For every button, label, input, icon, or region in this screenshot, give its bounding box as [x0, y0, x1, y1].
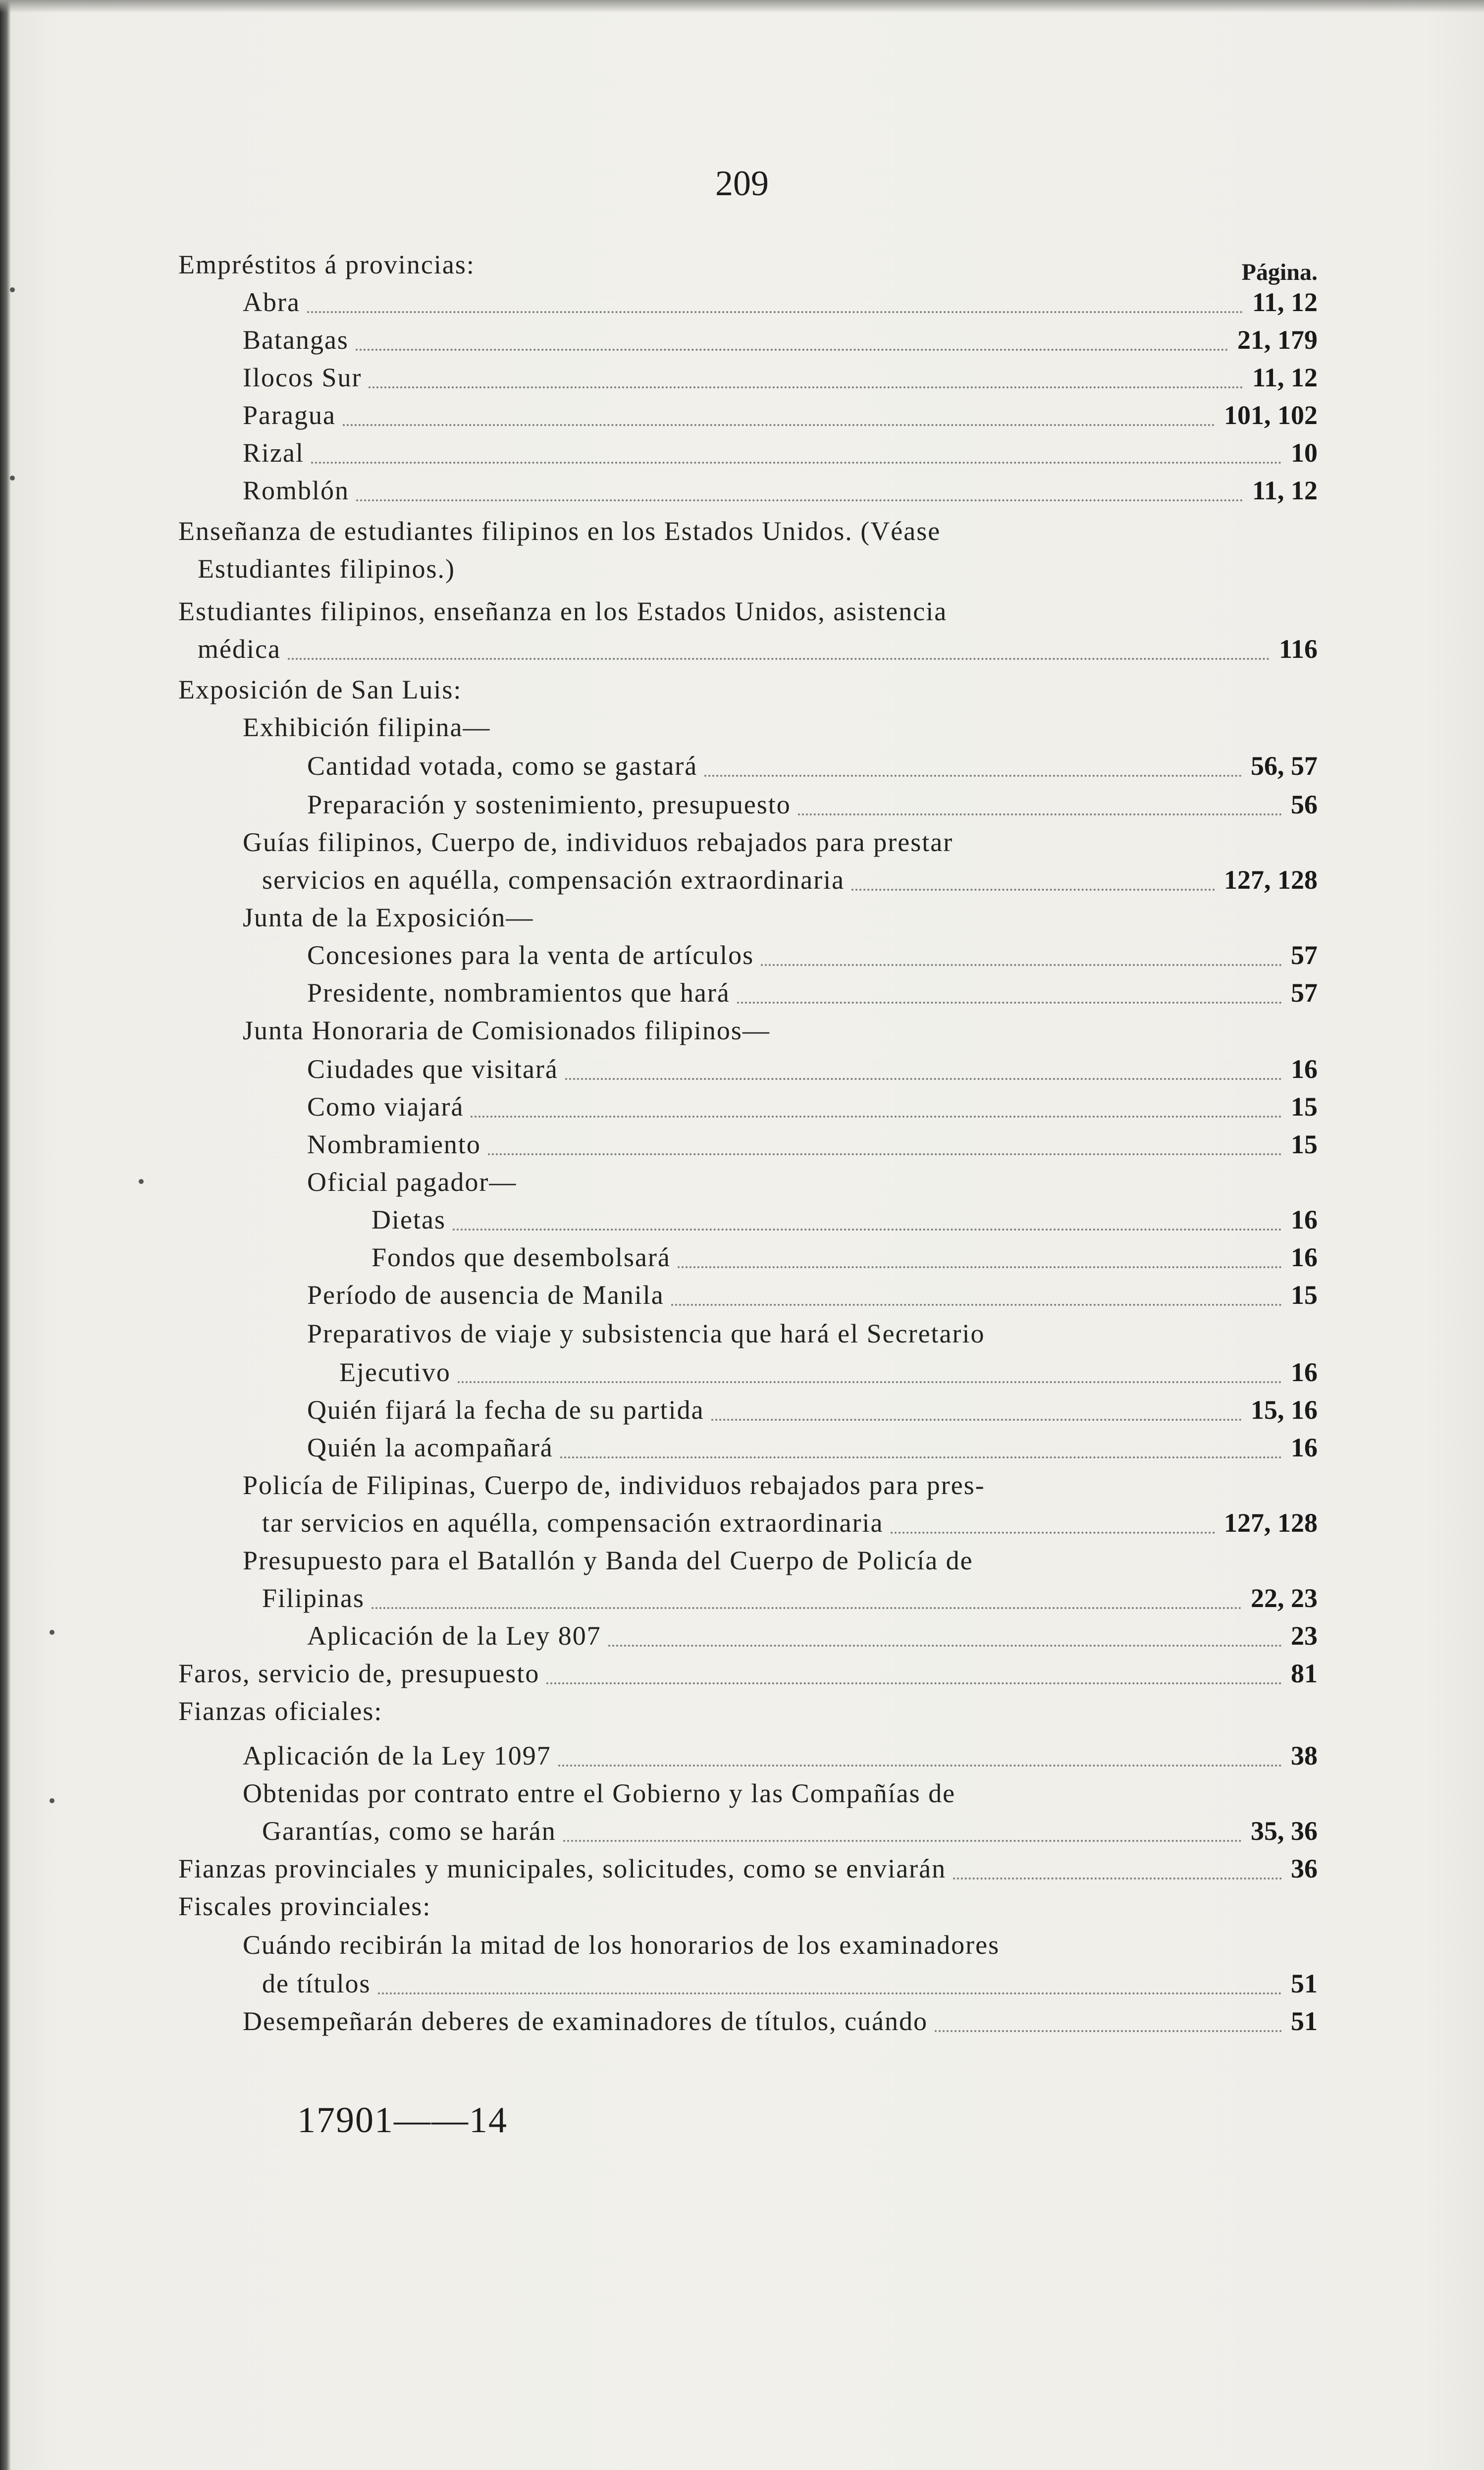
scan-speck: [139, 1179, 144, 1184]
entry-page-number: 35, 36: [1251, 1816, 1318, 1846]
dot-leader: [371, 1607, 1242, 1609]
entry-page-number: 23: [1291, 1621, 1318, 1651]
entry-text: Ilocos Sur: [243, 363, 362, 392]
entry-text: tar servicios en aquélla, compensación extraordinaria: [262, 1508, 884, 1538]
entry-text: Aplicación de la Ley 1097: [243, 1741, 551, 1771]
entry-text: Estudiantes filipinos, enseñanza en los Estados Unidos, asistencia: [178, 596, 948, 626]
dot-leader: [307, 311, 1243, 313]
dot-leader: [565, 1078, 1282, 1080]
entry-page-number: 15: [1291, 1129, 1318, 1159]
dot-leader: [761, 964, 1282, 966]
dot-leader: [558, 1765, 1282, 1767]
dot-leader: [369, 386, 1243, 388]
entry-text: Filipinas: [262, 1583, 365, 1613]
entry-text: Preparación y sostenimiento, presupuesto: [307, 790, 791, 819]
entry-text: Abra: [243, 287, 300, 317]
entry-page-number: 56, 57: [1251, 751, 1318, 781]
entry-text: Oficial pagador—: [307, 1167, 517, 1197]
entry-page-number: 11, 12: [1252, 363, 1318, 392]
entry-text: Fiscales provinciales:: [178, 1891, 431, 1921]
entry-text: Ciudades que visitará: [307, 1054, 558, 1084]
entry-page-number: 127, 128: [1224, 865, 1318, 895]
entry-text: Obtenidas por contrato entre el Gobierno y las Compañías de: [243, 1778, 956, 1808]
entry-text: médica: [198, 634, 281, 664]
dot-leader: [546, 1682, 1282, 1684]
entry-page-number: 16: [1291, 1054, 1318, 1084]
entry-text: Quién fijará la fecha de su partida: [307, 1395, 704, 1425]
entry-text: Romblón: [243, 476, 350, 505]
entry-text: Exhibición filipina—: [243, 712, 491, 742]
entry-text: Batangas: [243, 325, 349, 355]
page-number: 209: [715, 163, 769, 203]
entry-page-number: 15, 16: [1251, 1395, 1318, 1425]
dot-leader: [953, 1878, 1282, 1879]
entry-text: Empréstitos á provincias:: [178, 250, 475, 279]
entry-text: Ejecutivo: [339, 1357, 451, 1387]
entry-text: Presupuesto para el Batallón y Banda del Cuerpo de Policía de: [243, 1546, 973, 1575]
dot-leader: [560, 1456, 1282, 1458]
entry-text: Junta de la Exposición—: [243, 903, 534, 932]
dot-leader: [704, 775, 1242, 777]
dot-leader: [851, 889, 1215, 891]
entry-page-number: 81: [1291, 1659, 1318, 1688]
entry-text: Quién la acompañará: [307, 1433, 553, 1462]
entry-page-number: 15: [1291, 1092, 1318, 1122]
entry-text: Nombramiento: [307, 1129, 481, 1159]
entry-text: Fianzas oficiales:: [178, 1696, 383, 1726]
entry-text: Preparativos de viaje y subsistencia que hará el Secretario: [307, 1319, 985, 1348]
entry-text: servicios en aquélla, compensación extraordinaria: [262, 865, 845, 895]
entry-text: Fianzas provinciales y municipales, solicitudes, como se enviarán: [178, 1854, 947, 1883]
entry-page-number: 116: [1278, 634, 1318, 664]
entry-page-number: 11, 12: [1252, 476, 1318, 505]
dot-leader: [608, 1645, 1282, 1647]
scan-speck: [50, 1798, 54, 1803]
entry-page-number: 38: [1291, 1741, 1318, 1771]
dot-leader: [471, 1116, 1282, 1118]
dot-leader: [935, 2030, 1282, 2032]
entry-page-number: 36: [1291, 1854, 1318, 1883]
dot-leader: [288, 658, 1270, 660]
scan-speck: [10, 476, 15, 481]
entry-text: Rizal: [243, 438, 304, 468]
entry-text: Paragua: [243, 400, 336, 430]
entry-page-number: 21, 179: [1237, 325, 1318, 355]
entry-text: Como viajará: [307, 1092, 464, 1122]
signature-footer: 17901——14: [297, 2100, 508, 2141]
dot-leader: [311, 462, 1282, 464]
entry-page-number: 16: [1291, 1357, 1318, 1387]
dot-leader: [891, 1532, 1215, 1534]
entry-text: Período de ausencia de Manila: [307, 1280, 664, 1310]
dot-leader: [356, 499, 1243, 501]
dot-leader: [378, 1992, 1282, 1994]
dot-leader: [563, 1840, 1242, 1842]
entry-page-number: 127, 128: [1224, 1508, 1318, 1538]
entry-page-number: 57: [1291, 978, 1318, 1008]
entry-page-number: 101, 102: [1224, 400, 1318, 430]
entry-page-number: 10: [1291, 438, 1318, 468]
pagina-column-header: Página.: [1241, 259, 1318, 285]
entry-text: Cuándo recibirán la mitad de los honorarios de los examinadores: [243, 1930, 1000, 1960]
entry-page-number: 16: [1291, 1433, 1318, 1462]
entry-text: Policía de Filipinas, Cuerpo de, individuos rebajados para pres-: [243, 1470, 985, 1500]
entry-text: Guías filipinos, Cuerpo de, individuos rebajados para prestar: [243, 827, 954, 857]
entry-text: de títulos: [262, 1969, 371, 1998]
dot-leader: [458, 1381, 1282, 1383]
entry-text: Cantidad votada, como se gastará: [307, 751, 698, 781]
scan-speck: [50, 1630, 54, 1635]
entry-text: Garantías, como se harán: [262, 1816, 556, 1846]
entry-text: Estudiantes filipinos.): [198, 554, 455, 584]
scan-top-edge: [0, 0, 1484, 13]
entry-page-number: 22, 23: [1251, 1583, 1318, 1613]
entry-page-number: 51: [1291, 1969, 1318, 1998]
entry-text: Junta Honoraria de Comisionados filipinos—: [243, 1016, 770, 1045]
entry-page-number: 57: [1291, 940, 1318, 970]
scan-speck: [10, 287, 15, 292]
entry-text: Presidente, nombramientos que hará: [307, 978, 730, 1008]
dot-leader: [453, 1229, 1282, 1231]
dot-leader: [737, 1002, 1282, 1004]
dot-leader: [711, 1419, 1242, 1421]
scan-left-edge: [0, 0, 11, 2470]
entry-text: Enseñanza de estudiantes filipinos en los Estados Unidos. (Véase: [178, 516, 941, 546]
entry-page-number: 15: [1291, 1280, 1318, 1310]
dot-leader: [488, 1153, 1282, 1155]
entry-text: Desempeñarán deberes de examinadores de títulos, cuándo: [243, 2006, 928, 2036]
entry-text: Aplicación de la Ley 807: [307, 1621, 601, 1651]
entry-text: Fondos que desembolsará: [371, 1242, 671, 1272]
dot-leader: [671, 1304, 1282, 1306]
dot-leader: [343, 424, 1215, 426]
entry-text: Concesiones para la venta de artículos: [307, 940, 754, 970]
entry-page-number: 16: [1291, 1242, 1318, 1272]
entry-page-number: 51: [1291, 2006, 1318, 2036]
entry-text: Exposición de San Luis:: [178, 675, 462, 704]
entry-page-number: 16: [1291, 1205, 1318, 1235]
dot-leader: [798, 813, 1282, 815]
dot-leader: [678, 1266, 1282, 1268]
entry-page-number: 11, 12: [1252, 287, 1318, 317]
entry-text: Faros, servicio de, presupuesto: [178, 1659, 540, 1688]
dot-leader: [356, 349, 1228, 351]
entry-text: Dietas: [371, 1205, 446, 1235]
entry-page-number: 56: [1291, 790, 1318, 819]
